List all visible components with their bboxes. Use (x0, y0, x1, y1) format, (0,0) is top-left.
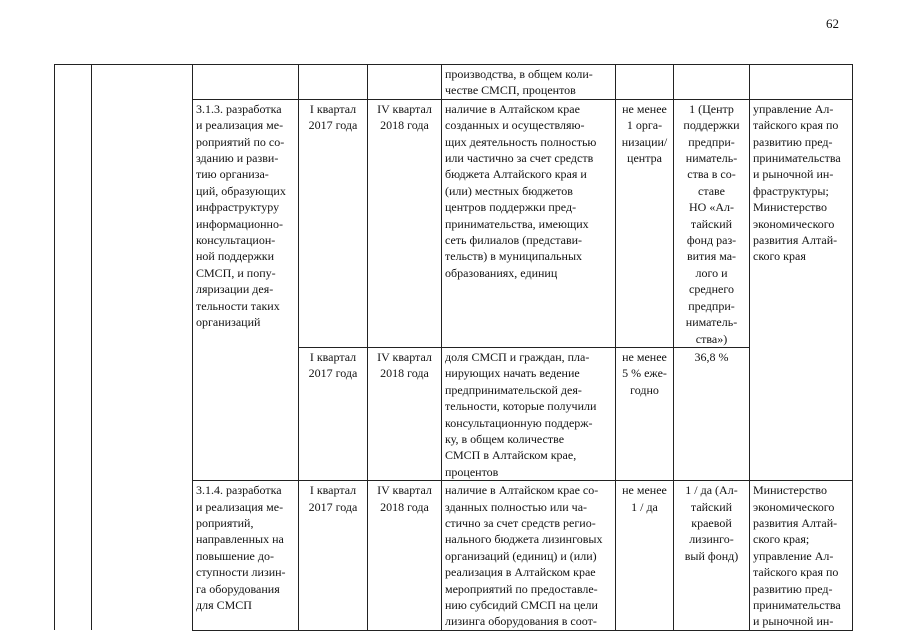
cell-executor: Министерство экономического развития Алтай- ского края; управление Ал- тайского края по развитию пред- принимательства и рыночной ин- (750, 481, 853, 631)
cell-executor: управление Ал- тайского края по развитию пред- принимательства и рыночной ин- фраструктуры; Министерство экономического развития Алтай- ского края (750, 99, 853, 480)
cell-indicator: доля СМСП и граждан, пла- нирующих начать ведение предпринимательской дея- тельности, которые получили консультационную поддерж- ку, в общем количестве СМСП в Алтайском крае, процентов (442, 347, 616, 480)
cell-end: IV квартал 2018 года (368, 481, 442, 631)
cell-value: 36,8 % (674, 347, 750, 480)
cell-target: не менее 1 / да (616, 481, 674, 631)
page-number: 62 (826, 16, 839, 31)
cell-start: I квартал 2017 года (299, 347, 368, 480)
cell-value: 1 (Центр поддержки предпри- ниматель- ства в со- ставе НО «Ал- тайский фонд раз- вития ма- лого и среднего предпри- ниматель- ства») (674, 99, 750, 347)
cell-target: не менее 1 орга- низации/ центра (616, 99, 674, 347)
table-row-continuation (55, 65, 853, 100)
measures-table (54, 64, 853, 631)
cell-end: IV квартал 2018 года (368, 347, 442, 480)
cell-value: 1 / да (Ал- тайский краевой лизинго- вый фонд) (674, 481, 750, 631)
cell-target (616, 65, 674, 100)
cell-indicator: наличие в Алтайском крае созданных и осуществляю- щих деятельность полностью или частично за счет средств бюджета Алтайского края и (или) местных бюджетов центров поддержки пред- принимательства, имеющих сеть филиалов (представи- тельств) в муниципальных образованиях, единиц (442, 99, 616, 347)
cell-indicator: наличие в Алтайском крае со- зданных полностью или ча- стично за счет средств регио- нального бюджета лизинговых организаций (единиц) и (или) реализация в Алтайском крае мероприятий по предоставле- нию субсидий СМСП на цели лизинга оборудования в соот- (442, 481, 616, 631)
cell-indicator: производства, в общем коли- честве СМСП, процентов (442, 65, 616, 100)
cell-value (674, 65, 750, 100)
cell-target: не менее 5 % еже- годно (616, 347, 674, 480)
cell-measure (193, 65, 299, 100)
cell-end: IV квартал 2018 года (368, 99, 442, 347)
cell-end (368, 65, 442, 100)
cell-start (299, 65, 368, 100)
cell-start: I квартал 2017 года (299, 481, 368, 631)
cell-executor (750, 65, 853, 100)
cell-task (92, 65, 193, 631)
cell-measure: 3.1.3. разработка и реализация ме- роприятий по со- зданию и разви- тию организа- ций, образующих инфраструктуру информационно- консультацион- ной поддержки СМСП, и попу- ляризации дея- тельности таких организаций (193, 99, 299, 480)
cell-measure: 3.1.4. разработка и реализация ме- роприятий, направленных на повышение до- ступности лизин- га оборудования для СМСП (193, 481, 299, 631)
cell-start: I квартал 2017 года (299, 99, 368, 347)
cell-number (55, 65, 92, 631)
